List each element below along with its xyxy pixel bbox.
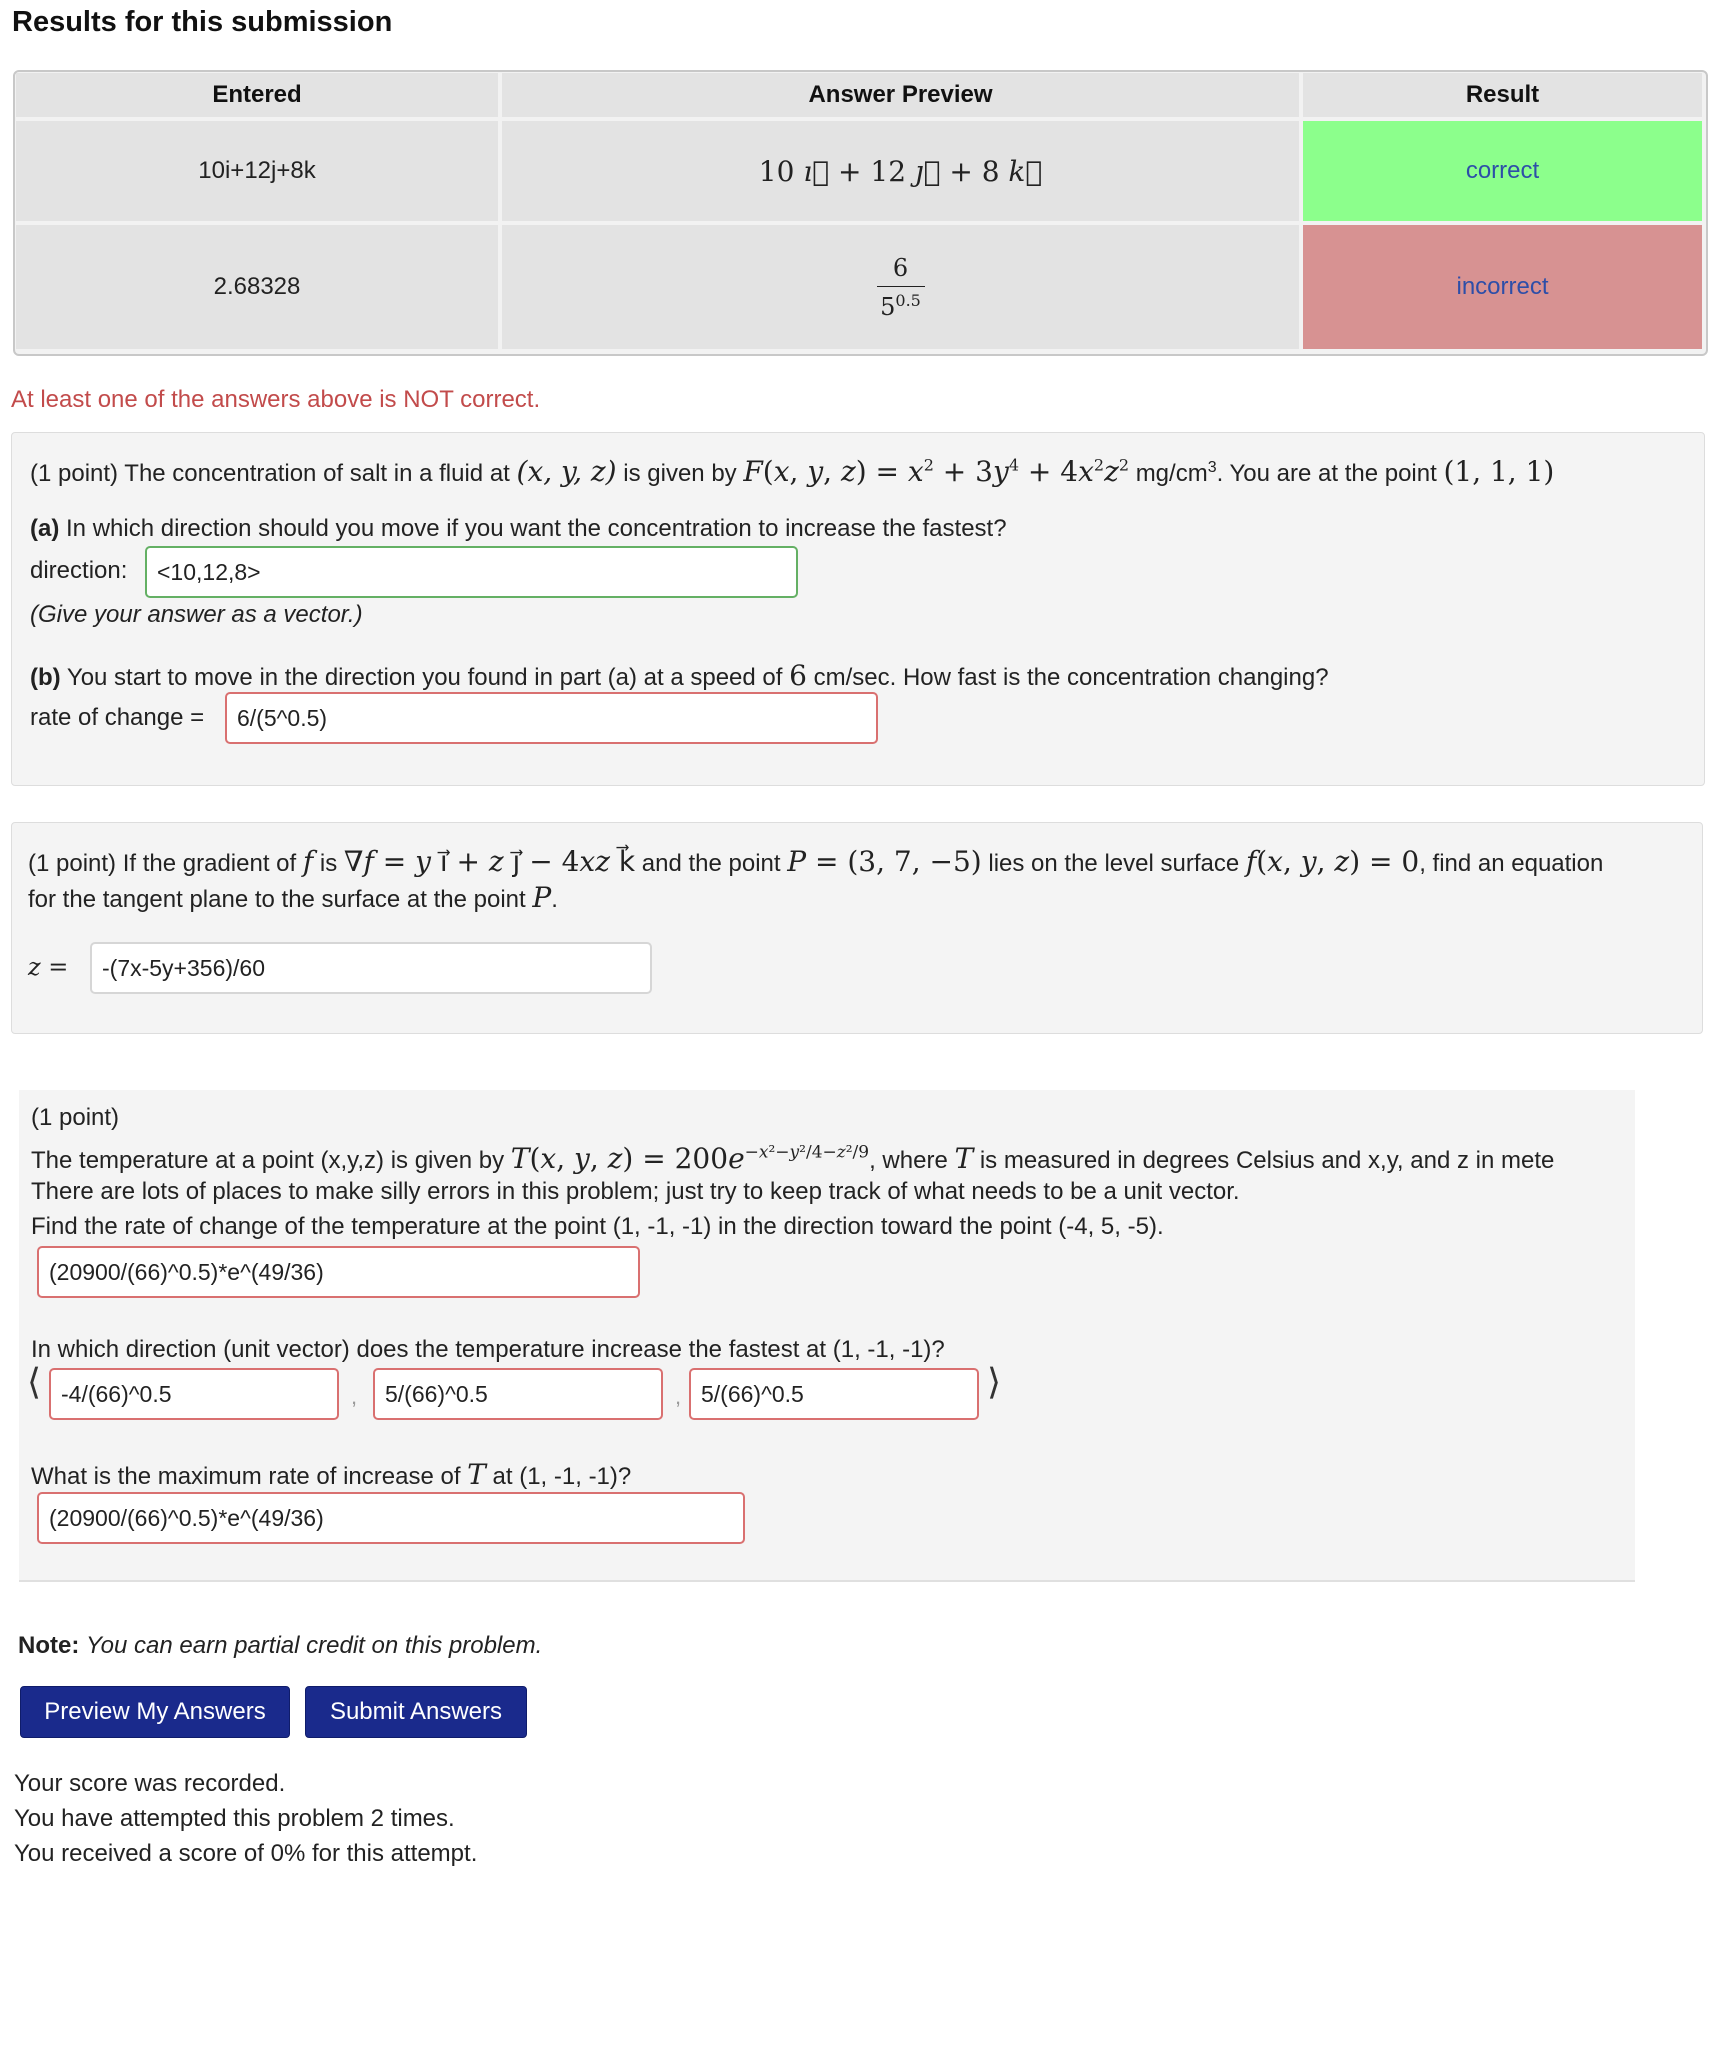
row2-preview-exponent: 0.5 (895, 290, 921, 310)
problem3-max-question: What is the maximum rate of increase of T at (1, -1, -1)? (31, 1458, 632, 1491)
problem1-points: (1 point) (30, 460, 119, 487)
row2-entered: 2.68328 (16, 225, 498, 349)
header-entered: Entered (16, 73, 498, 117)
row1-preview-coef-j: 12 (870, 154, 907, 188)
problem3-container (19, 1090, 1635, 1582)
left-angle-bracket: ⟨ (27, 1362, 42, 1403)
right-angle-bracket: ⟩ (987, 1362, 1002, 1403)
row1-result: correct (1303, 121, 1702, 221)
direction-hint: (Give your answer as a vector.) (30, 601, 363, 628)
row2-preview (502, 225, 1299, 349)
problem3-line1: The temperature at a point (x,y,z) is given by T(x, y, $z) = 200e^{-x^2-y^2/4-z^2/9}$, where T is measured in degrees Celsius and x,y, and z in mete (31, 1142, 1555, 1175)
comma-separator: , (351, 1384, 358, 1409)
max-rate-input[interactable]: (20900/(66)^0.5)*e^(49/36) (37, 1492, 745, 1544)
problem1-container (11, 432, 1705, 786)
tangent-plane-input[interactable]: -(7x-5y+356)/60 (90, 942, 652, 994)
row2-result: incorrect (1303, 225, 1702, 349)
direction-z-input[interactable]: 5/(66)^0.5 (689, 1368, 979, 1420)
problem1-statement: (1 point) The concentration of salt in a fluid at (x, y, z) is given by F(x, y, $z) = x^2 + 3y^4 + 4x^2z^2$ $mg/cm^3$. You are at the point (1, 1, 1) (30, 455, 1555, 488)
problem1-part-b: (b) You start to move in the direction you found in part (a) at a speed of 6 cm/sec. How fast is the concentration changing? (30, 659, 1329, 692)
header-result: Result (1303, 73, 1702, 117)
problem2-container (11, 822, 1703, 1034)
attempts-status-line: You have attempted this problem 2 times. (14, 1805, 455, 1832)
problem3-line3: Find the rate of change of the temperature at the point (1, -1, -1) in the direction toward the point (-4, 5, -5). (31, 1213, 1164, 1240)
row1-preview-coef-k: 8 (981, 154, 1000, 188)
results-table (13, 70, 1708, 356)
direction-label: direction: (30, 557, 128, 584)
fraction-bar (877, 286, 925, 287)
results-title: Results for this submission (12, 6, 393, 38)
rate-of-change-label: rate of change = (30, 704, 205, 731)
score-status-line: Your score was recorded. (14, 1770, 286, 1797)
row1-preview: 10 ı⃗ + 12 ȷ⃗ + 8 k⃗ (502, 121, 1299, 221)
row2-preview-numerator: 6 (892, 253, 909, 282)
attempt-score-line: You received a score of 0% for this attempt. (14, 1840, 478, 1867)
not-correct-message: At least one of the answers above is NOT correct. (11, 386, 541, 413)
problem1-part-a: (a) In which direction should you move if you want the concentration to increase the fastest? (30, 515, 1007, 542)
row2-preview-base: 5 (880, 292, 896, 321)
rate-toward-point-input[interactable]: (20900/(66)^0.5)*e^(49/36) (37, 1246, 640, 1298)
direction-x-input[interactable]: -4/(66)^0.5 (49, 1368, 339, 1420)
submit-answers-button[interactable]: Submit Answers (305, 1686, 527, 1738)
problem3-direction-question: In which direction (unit vector) does the temperature increase the fastest at (1, -1, -1)? (31, 1336, 945, 1363)
rate-of-change-input[interactable]: 6/(5^0.5) (225, 692, 878, 744)
row1-preview-coef-i: 10 (758, 154, 795, 188)
preview-answers-button[interactable]: Preview My Answers (20, 1686, 290, 1738)
comma-separator: , (675, 1384, 682, 1409)
direction-y-input[interactable]: 5/(66)^0.5 (373, 1368, 663, 1420)
problem3-line2: There are lots of places to make silly errors in this problem; just try to keep track of what needs to be a unit vector. (31, 1178, 1240, 1205)
direction-input[interactable]: <10,12,8> (145, 546, 798, 598)
problem2-statement-line1: (1 point) If the gradient of f is ∇f = y ı⃗ + z ȷ⃗ − 4xz k⃗ and the point P = (3, 7, −5) lies on the level surface f(x, y, z) = 0, find an equation (28, 845, 1604, 878)
z-label: z = (28, 953, 69, 981)
problem3-points: (1 point) (31, 1104, 120, 1131)
partial-credit-note: Note: You can earn partial credit on this problem. (18, 1632, 543, 1659)
problem2-statement-line2: for the tangent plane to the surface at the point P. (28, 881, 558, 914)
header-answer-preview: Answer Preview (502, 73, 1299, 117)
row1-entered: 10i+12j+8k (16, 121, 498, 221)
